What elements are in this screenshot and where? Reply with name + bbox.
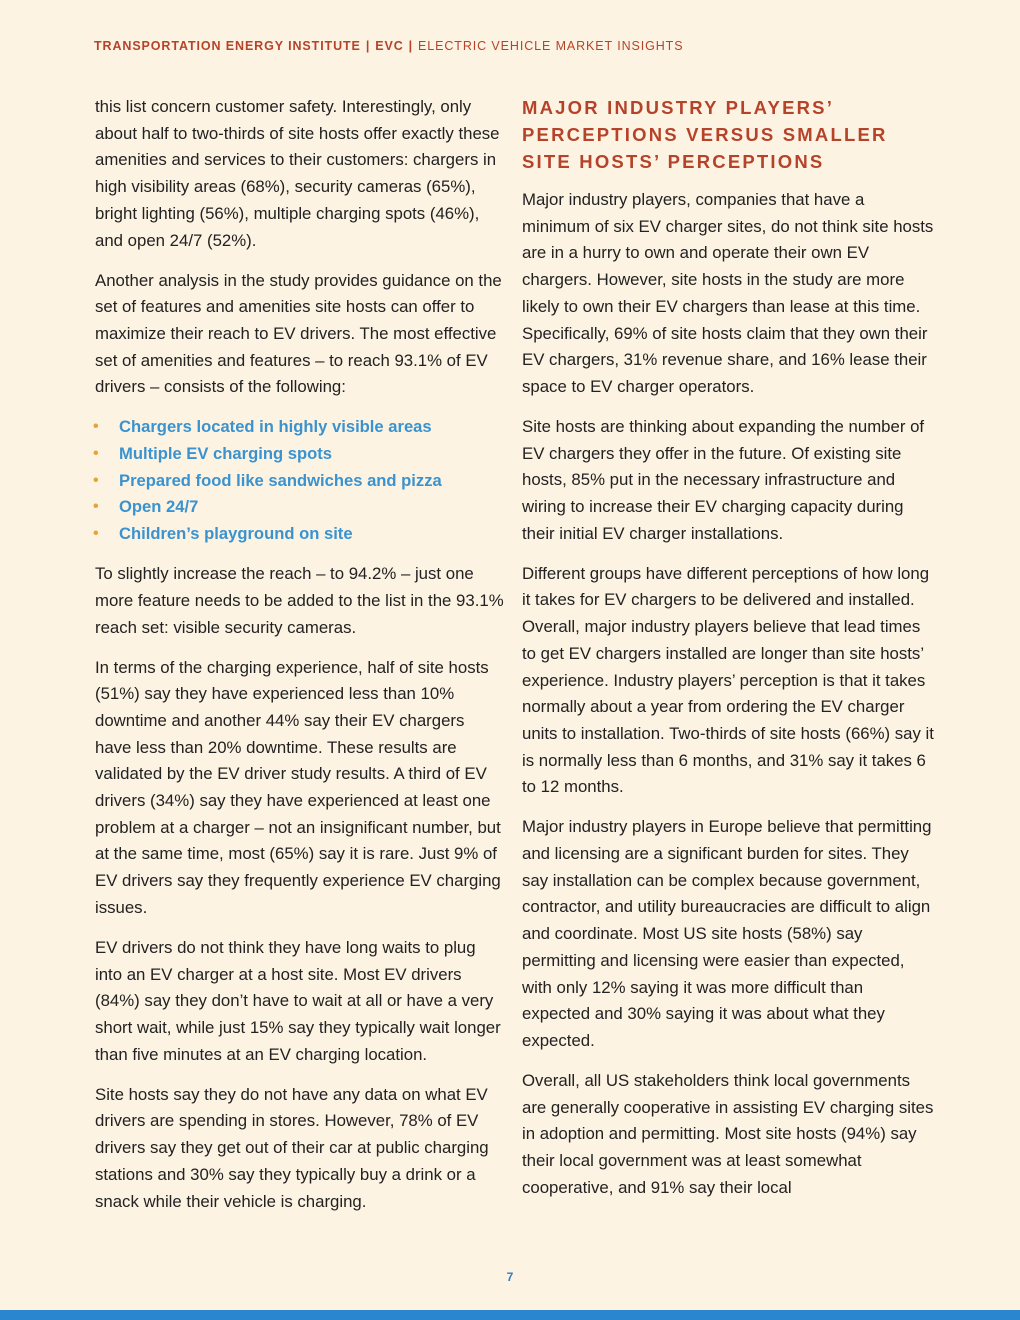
amenities-list [95, 414, 505, 548]
right-paragraph-4: Major industry players in Europe believe that permitting and licensing are a significant burden for sites. They say installation can be complex because government, contractor, and utility bureaucracies are difficult to align and coordinate. Most US site hosts (58%) say permitting and licensing were easier than expected, with only 12% saying it was more difficult than expected and 30% saying it was about what they expected. [522, 817, 932, 1050]
right-paragraph-1: Major industry players, companies that have a minimum of six EV charger sites, do not think site hosts are in a hurry to own and operate their own EV chargers. However, site hosts in the study are more likely to own their EV chargers than lease at this time. Specifically, 69% of site hosts claim that they own their EV chargers, 31% revenue share, and 16% lease their space to EV charger operators. [522, 190, 934, 396]
list-item: • Children’s playground on site [95, 521, 505, 548]
list-item: • Multiple EV charging spots [95, 441, 505, 468]
left-paragraph-5: EV drivers do not think they have long waits to plug into an EV charger at a host site. Most EV drivers (84%) say they don’t have to wait at all or have a very short wait, while just 15% say they typically wait longer than five minutes at an EV charging location. [95, 937, 501, 1064]
left-paragraph-1: this list concern customer safety. Interestingly, only about half to two-thirds of site hosts offer exactly these amenities and services to their customers: chargers in high visibility areas (68%), security cameras (65%), bright lighting (56%), multiple charging spots (46%), and open 24/7 (52%). [95, 97, 500, 250]
list-item: • Open 24/7 [95, 494, 505, 521]
bottom-accent-bar [0, 1310, 1020, 1320]
left-paragraph-4: In terms of the charging experience, half of site hosts (51%) say they have experienced less than 10% downtime and another 44% say their EV chargers have less than 20% downtime. These results are validated by the EV driver study results. A third of EV drivers (34%) say they have experienced at least one problem at a charger – not an insignificant number, but at the same time, most (65%) say it is rare. Just 9% of EV drivers say they frequently experience EV charging issues. [95, 657, 501, 917]
left-paragraph-3: To slightly increase the reach – to 94.2% – just one more feature needs to be added to the list in the 93.1% reach set: visible security cameras. [95, 564, 504, 637]
list-item: • Prepared food like sandwiches and pizza [95, 468, 505, 495]
section-heading: MAJOR INDUSTRY PLAYERS’ PERCEPTIONS VERSUS SMALLER SITE HOSTS’ PERCEPTIONS [522, 97, 888, 172]
right-column [522, 94, 934, 1215]
left-paragraph-2: Another analysis in the study provides guidance on the set of features and amenities site hosts can offer to maximize their reach to EV drivers. The most effective set of amenities and features – to reach 93.1% of EV drivers – consists of the following: [95, 270, 502, 397]
left-column [95, 94, 505, 1229]
list-item: • Chargers located in highly visible areas [95, 414, 505, 441]
right-paragraph-3: Different groups have different perceptions of how long it takes for EV chargers to be delivered and installed. Overall, major industry players believe that lead times to get EV chargers installed are longer than site hosts’ experience. Industry players’ perception is that it takes normally about a year from ordering the EV charger units to installation. Two-thirds of site hosts (66%) say it is normally less than 6 months, and 31% say it takes 6 to 12 months. [522, 563, 934, 797]
header-org: TRANSPORTATION ENERGY INSTITUTE [94, 39, 361, 53]
running-header [94, 39, 683, 53]
left-paragraph-6: Site hosts say they do not have any data on what EV drivers are spending in stores. However, 78% of EV drivers say they get out of their car at public charging stations and 30% say they typically buy a drink or a snack while their vehicle is charging. [95, 1084, 489, 1211]
page-number: 7 [506, 1270, 514, 1284]
header-separator: | [365, 39, 371, 53]
header-subtitle: ELECTRIC VEHICLE MARKET INSIGHTS [418, 39, 684, 53]
header-short: EVC [375, 39, 404, 53]
header-separator-2: | [408, 39, 414, 53]
right-paragraph-2: Site hosts are thinking about expanding the number of EV chargers they offer in the future. Of existing site hosts, 85% put in the necessary infrastructure and wiring to increase their EV charging capacity during their initial EV charger installations. [522, 416, 925, 543]
right-paragraph-5: Overall, all US stakeholders think local governments are generally cooperative in assisting EV charging sites in adoption and permitting. Most site hosts (94%) say their local government was at least somewhat cooperative, and 91% say their local [522, 1070, 934, 1197]
